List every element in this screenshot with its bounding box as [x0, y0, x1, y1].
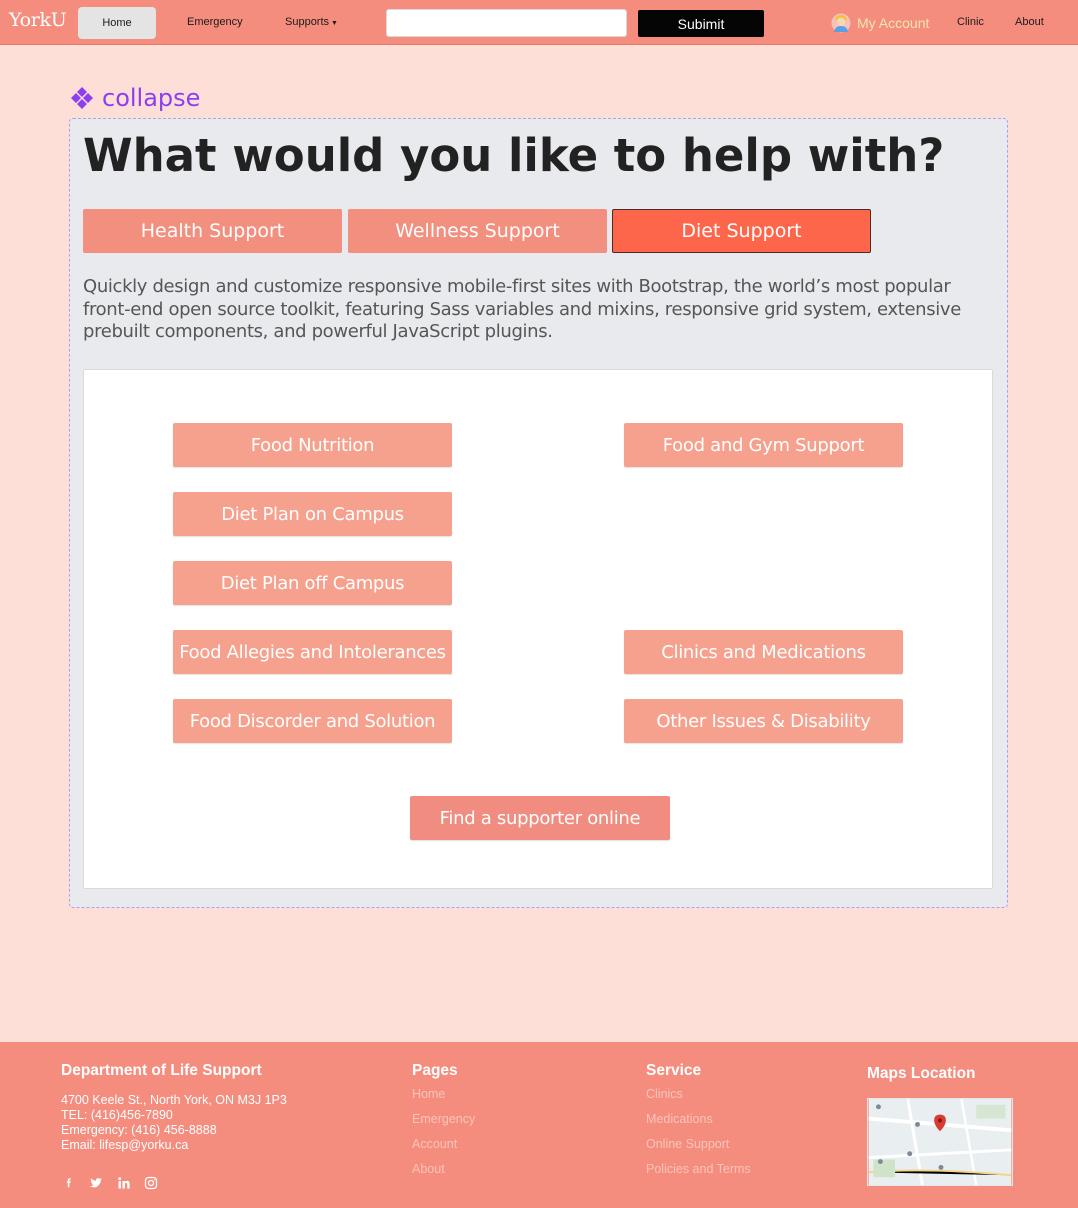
help-panel — [69, 118, 1008, 908]
nav-supports-dropdown[interactable] — [285, 16, 338, 28]
twitter-icon[interactable] — [89, 1176, 103, 1190]
nav-emergency-link[interactable]: Emergency — [187, 16, 243, 28]
footer-maps-heading: Maps Location — [867, 1065, 976, 1082]
user-avatar-icon — [831, 13, 851, 33]
footer-link-about[interactable]: About — [412, 1162, 445, 1176]
other-issues-button[interactable]: Other Issues & Disability — [624, 699, 903, 743]
footer-link-clinics[interactable]: Clinics — [646, 1087, 683, 1101]
footer-email: Email: lifesp@yorku.ca — [61, 1138, 189, 1152]
component-diamond-icon — [70, 86, 94, 110]
collapse-label: collapse — [102, 84, 201, 112]
footer-pages-heading: Pages — [412, 1062, 458, 1079]
footer-link-policies[interactable]: Policies and Terms — [646, 1162, 751, 1176]
submit-button[interactable]: Subimit — [638, 10, 764, 37]
search-input[interactable] — [386, 9, 627, 37]
footer-tel: TEL: (416)456-7890 — [61, 1108, 173, 1122]
caret-down-icon: ▼ — [331, 20, 338, 27]
footer-link-home[interactable]: Home — [412, 1087, 446, 1101]
footer-emergency: Emergency: (416) 456-8888 — [61, 1123, 217, 1137]
tab-wellness-support[interactable]: Wellness Support — [348, 209, 607, 253]
nav-supports-label: Supports — [285, 16, 330, 28]
clinics-medications-button[interactable]: Clinics and Medications — [624, 630, 903, 674]
footer-link-medications[interactable]: Medications — [646, 1112, 713, 1126]
footer-link-account[interactable]: Account — [412, 1137, 458, 1151]
food-gym-support-button[interactable]: Food and Gym Support — [624, 423, 903, 467]
food-allergies-button[interactable]: Food Allegies and Intolerances — [173, 630, 452, 674]
footer-link-emergency[interactable]: Emergency — [412, 1112, 476, 1126]
top-navbar — [0, 0, 1078, 45]
find-supporter-button[interactable]: Find a supporter online — [410, 796, 670, 840]
footer-dept-heading: Department of Life Support — [61, 1062, 262, 1079]
diet-plan-on-campus-button[interactable]: Diet Plan on Campus — [173, 492, 452, 536]
footer-address: 4700 Keele St., North York, ON M3J 1P3 — [61, 1093, 287, 1107]
food-disorder-button[interactable]: Food Discorder and Solution — [173, 699, 452, 743]
my-account-link[interactable] — [831, 12, 929, 34]
page-title: What would you like to help with? — [83, 129, 945, 182]
food-nutrition-button[interactable]: Food Nutrition — [173, 423, 452, 467]
collapse-toggle[interactable] — [70, 84, 200, 112]
panel-description: Quickly design and customize responsive mobile-first sites with Bootstrap, the world’s most popular front-end open source toolkit, featuring Sass variables and mixins, responsive grid system, extensive prebuilt components, and powerful JavaScript plugins. — [83, 276, 961, 342]
my-account-label: My Account — [857, 15, 930, 31]
brand-logo[interactable]: YorkU — [9, 9, 67, 31]
footer-link-online-support[interactable]: Online Support — [646, 1137, 730, 1151]
footer-service-heading: Service — [646, 1062, 702, 1079]
instagram-icon[interactable] — [144, 1176, 158, 1190]
options-card — [83, 369, 993, 889]
tab-health-support[interactable]: Health Support — [83, 209, 342, 253]
tab-diet-support[interactable]: Diet Support — [612, 209, 871, 253]
nav-clinic-link[interactable]: Clinic — [957, 16, 984, 28]
linkedin-icon[interactable] — [117, 1176, 131, 1190]
diet-plan-off-campus-button[interactable]: Diet Plan off Campus — [173, 561, 452, 605]
map-thumbnail[interactable] — [867, 1098, 1013, 1186]
facebook-icon[interactable] — [62, 1176, 76, 1190]
nav-about-link[interactable]: About — [1015, 16, 1044, 28]
nav-home-button[interactable]: Home — [78, 7, 156, 39]
